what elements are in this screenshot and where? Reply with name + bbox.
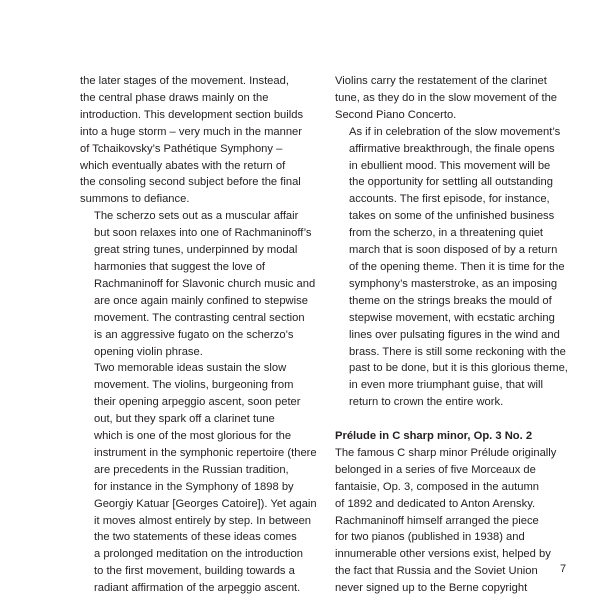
text-line: from the scherzo, in a threatening quiet xyxy=(349,227,544,240)
text-line: in even more triumphant guise, that will xyxy=(349,379,544,392)
text-line: Two memorable ideas sustain the slow xyxy=(94,362,287,375)
text-line: is an aggressive fugato on the scherzo’s xyxy=(94,328,294,341)
text-line: opening violin phrase. xyxy=(94,345,203,358)
text-line: affirmative breakthrough, the finale opens xyxy=(349,142,555,155)
text-line: Georgiy Katuar [Georges Catoire]). Yet again xyxy=(94,497,317,510)
right-text-column xyxy=(335,73,567,597)
text-line: The famous C sharp minor Prélude originally xyxy=(335,446,557,459)
text-line: As if in celebration of the slow movement’s xyxy=(349,125,561,138)
text-line: the later stages of the movement. Instead, xyxy=(80,75,289,87)
text-line: march that is soon disposed of by a return xyxy=(349,244,558,257)
text-line: innumerable other versions exist, helped by xyxy=(335,548,551,561)
text-line: introduction. This development section builds xyxy=(80,108,304,121)
text-line: of the opening theme. Then it is time for the xyxy=(349,260,565,273)
text-line: stepwise movement, with ecstatic arching xyxy=(349,311,555,324)
left-text-column xyxy=(80,73,317,597)
text-line: the central phase draws mainly on the xyxy=(80,91,269,104)
page-number: 7 xyxy=(560,563,567,575)
text-line: fantaisie, Op. 3, composed in the autumn xyxy=(335,480,539,493)
text-line: of Tchaikovsky’s Pathétique Symphony – xyxy=(80,142,283,155)
text-line: the two statements of these ideas comes xyxy=(94,531,297,544)
text-line: the consoling second subject before the final xyxy=(80,176,301,189)
text-line: tune, as they do in the slow movement of the xyxy=(335,91,558,104)
text-line: but soon relaxes into one of Rachmaninoff’s xyxy=(94,227,312,240)
text-line: takes on some of the unfinished business xyxy=(349,210,555,223)
text-line: into a huge storm – very much in the manner xyxy=(80,125,302,138)
text-line: theme on the strings breaks the mould of xyxy=(349,294,552,307)
text-line: Rachmaninoff himself arranged the piece xyxy=(335,514,539,527)
text-line: Rachmaninoff for Slavonic church music and xyxy=(94,277,316,290)
paragraph-restatement xyxy=(335,73,567,124)
text-line: of 1892 and dedicated to Anton Arensky. xyxy=(335,497,536,510)
text-line: their opening arpeggio ascent, soon peter xyxy=(94,396,301,409)
paragraph-scherzo xyxy=(80,208,316,360)
text-line: past to be done, but it is this glorious theme, xyxy=(349,362,568,375)
paragraph-prelude xyxy=(335,445,567,597)
text-line: summons to defiance. xyxy=(80,193,190,206)
text-line: which eventually abates with the return of xyxy=(80,159,286,172)
text-line: movement. The violins, burgeoning from xyxy=(94,379,294,392)
text-line: great string tunes, underpinned by modal xyxy=(94,244,298,257)
text-line: to the first movement, building towards a xyxy=(94,565,295,578)
text-line: instrument in the symphonic repertoire (there xyxy=(94,446,317,459)
paragraph-finale xyxy=(335,124,567,411)
text-line: belonged in a series of five Morceaux de xyxy=(335,463,536,476)
text-line: movement. The contrasting central section xyxy=(94,311,305,324)
text-line: never signed up to the Berne copyright xyxy=(335,582,528,595)
text-line: for two pianos (published in 1938) and xyxy=(335,531,525,544)
text-line: are once again mainly confined to stepwise xyxy=(94,294,308,307)
text-line: in ebullient mood. This movement will be xyxy=(349,159,551,172)
text-line: radiant affirmation of the arpeggio ascent. xyxy=(94,582,301,595)
paragraph-slow-movement xyxy=(80,360,317,597)
text-line: the fact that Russia and the Soviet Union xyxy=(335,565,538,578)
text-line: symphony’s masterstroke, as an imposing xyxy=(349,277,558,290)
text-line: The scherzo sets out as a muscular affair xyxy=(94,210,299,223)
text-line: lines over pulsating figures in the wind and xyxy=(349,328,560,341)
section-heading: Prélude in C sharp minor, Op. 3 No. 2 xyxy=(335,430,533,443)
text-line: Violins carry the restatement of the clarinet xyxy=(335,75,547,87)
text-line: brass. There is still some reckoning with the xyxy=(349,345,566,358)
text-line: harmonies that suggest the love of xyxy=(94,260,266,273)
text-line: for instance in the Symphony of 1898 by xyxy=(94,480,294,493)
text-line: return to crown the entire work. xyxy=(349,396,504,409)
text-line: which is one of the most glorious for the xyxy=(94,430,292,443)
paragraph-development xyxy=(80,73,312,208)
text-line: accounts. The first episode, for instance, xyxy=(349,193,550,206)
text-line: a prolonged meditation on the introduction xyxy=(94,548,303,561)
text-line: Second Piano Concerto. xyxy=(335,108,457,121)
text-line: out, but they spark off a clarinet tune xyxy=(94,413,275,426)
text-line: it moves almost entirely by step. In between xyxy=(94,514,312,527)
text-line: are precedents in the Russian tradition, xyxy=(94,463,289,476)
text-line: the opportunity for settling all outstanding xyxy=(349,176,553,189)
